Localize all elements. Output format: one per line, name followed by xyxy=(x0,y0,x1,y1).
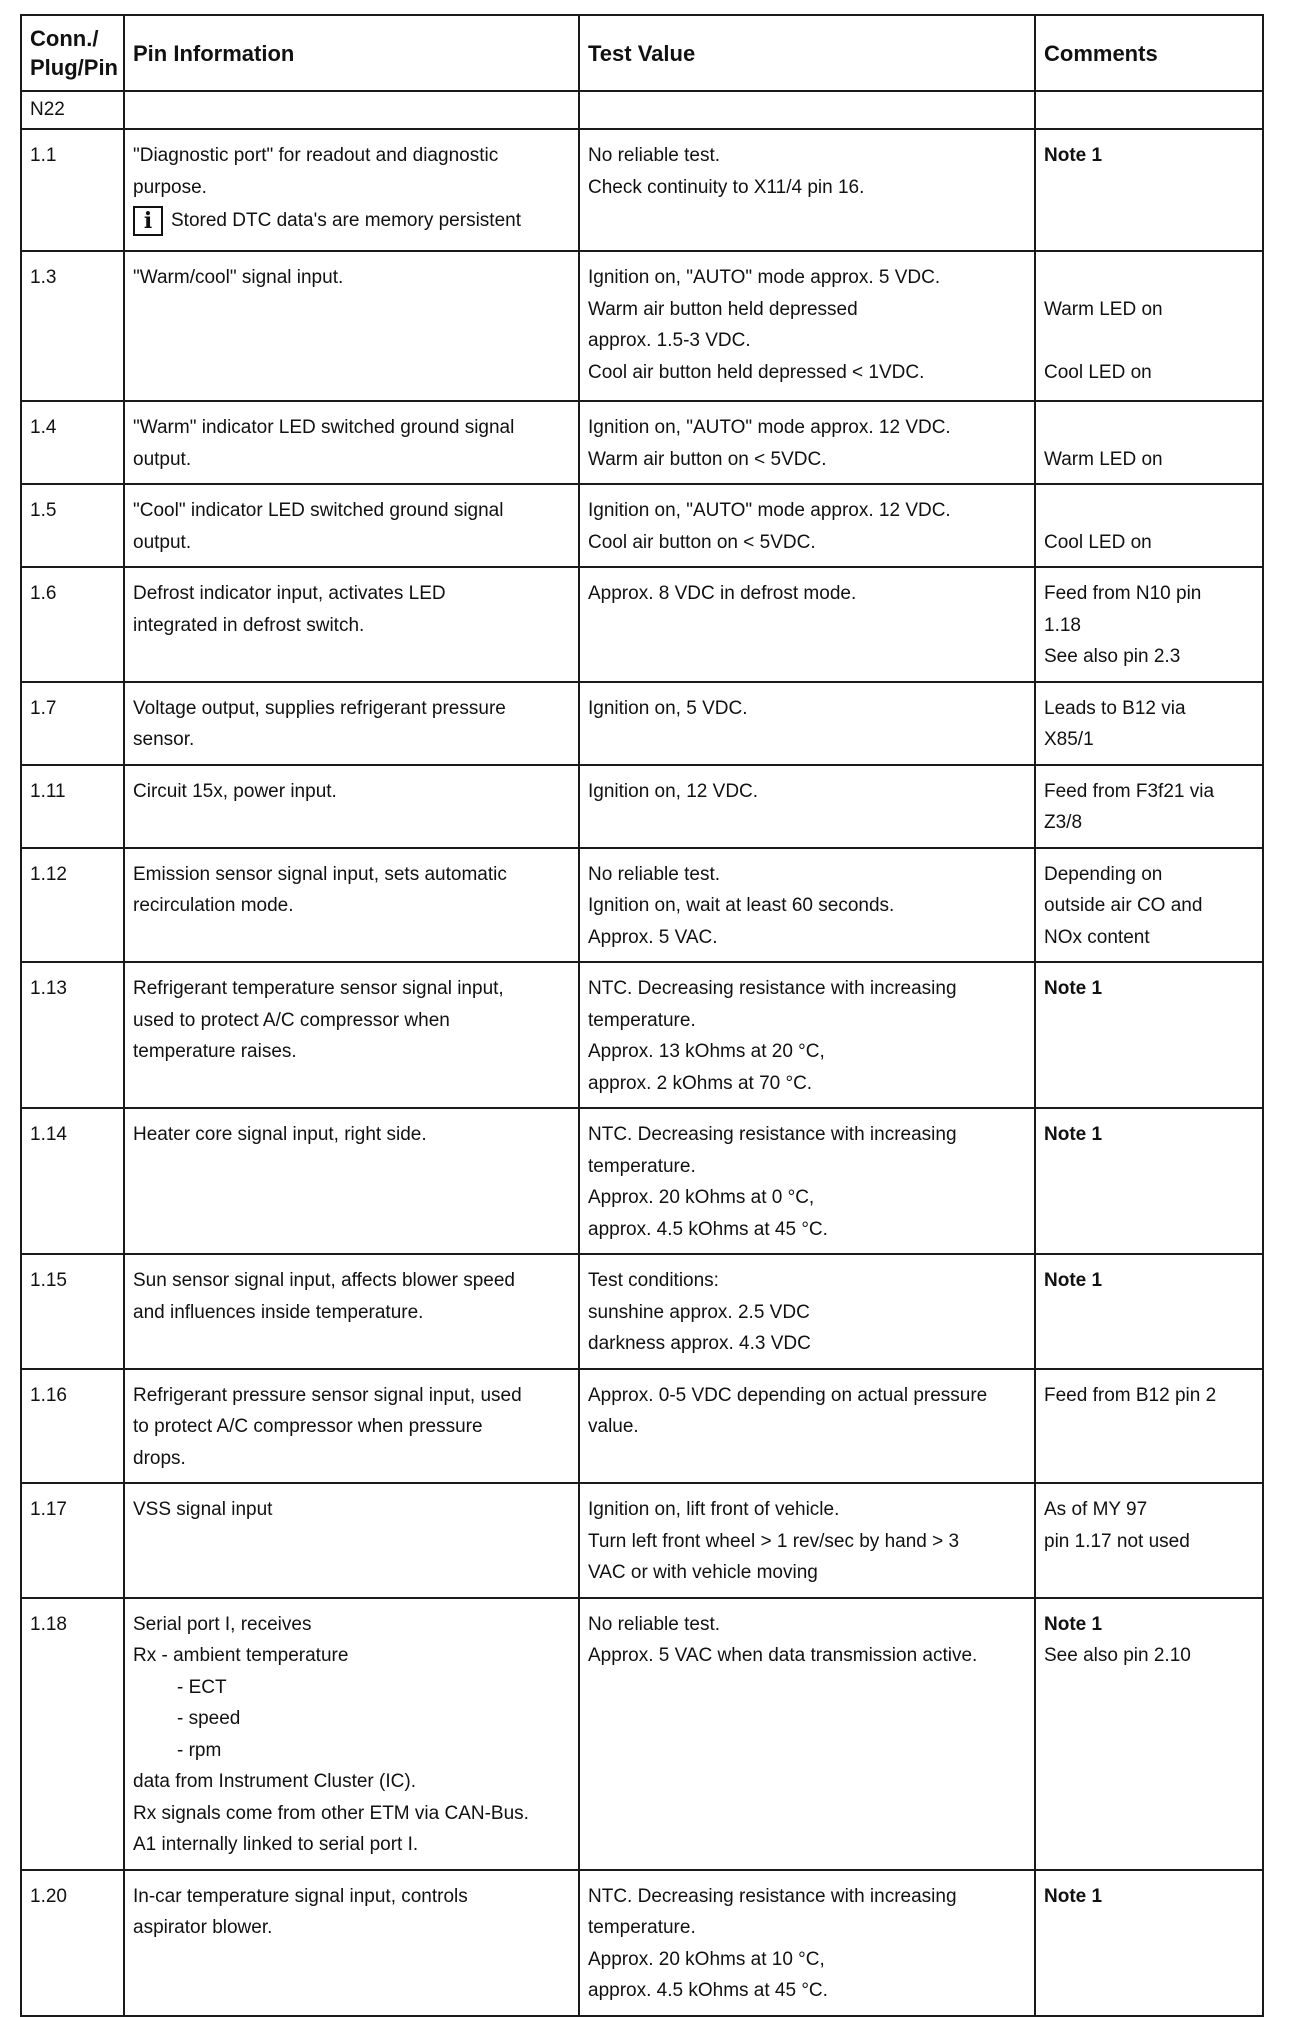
table-row xyxy=(21,484,1263,567)
pin-info-cell-line: "Diagnostic port" for readout and diagnostic xyxy=(133,145,499,166)
comments-cell-line: Feed from F3f21 via xyxy=(1044,780,1215,802)
pin-info-cell-line: used to protect A/C compressor when xyxy=(133,1009,450,1031)
test-value-cell-line: Approx. 20 kOhms at 10 °C, xyxy=(588,1948,825,1970)
pin-info-cell xyxy=(124,962,579,1108)
test-value-cell-line: approx. 2 kOhms at 70 °C. xyxy=(588,1072,813,1094)
comments-cell xyxy=(1035,765,1263,848)
test-value-cell-line: NTC. Decreasing resistance with increasing xyxy=(588,1124,957,1145)
test-value-cell xyxy=(579,567,1035,682)
pin-info-cell-line: Emission sensor signal input, sets automatic xyxy=(133,863,507,885)
pin-info-cell xyxy=(124,401,579,484)
col-header-test: Test Value xyxy=(579,15,1035,91)
comments-cell-line: As of MY 97 xyxy=(1044,1499,1148,1520)
pin-table xyxy=(20,14,1264,2017)
pin-info-cell-line: - ECT xyxy=(177,1676,227,1698)
test-value-cell xyxy=(579,848,1035,963)
pin-info-cell-line: Heater core signal input, right side. xyxy=(133,1124,427,1145)
pin-info-cell-line: Circuit 15x, power input. xyxy=(133,780,337,802)
comments-cell-line: Feed from N10 pin xyxy=(1044,583,1202,604)
info-note xyxy=(133,205,521,237)
pin-info-cell xyxy=(124,1598,579,1870)
comments-cell-line: X85/1 xyxy=(1044,729,1094,750)
comments-cell-line: Feed from B12 pin 2 xyxy=(1044,1384,1217,1406)
test-value-cell-line: sunshine approx. 2.5 VDC xyxy=(588,1301,810,1323)
test-value-cell-line: Test conditions: xyxy=(588,1270,719,1291)
test-value-cell-line: Ignition on, 5 VDC. xyxy=(588,697,748,719)
test-value-cell-line: Warm air button held depressed xyxy=(588,298,858,320)
pin-cell: 1.15 xyxy=(21,1254,124,1369)
test-value-cell-line: Ignition on, "AUTO" mode approx. 12 VDC. xyxy=(588,417,951,438)
pin-info-cell-line: output. xyxy=(133,448,192,470)
table-row xyxy=(21,129,1263,251)
comments-cell-line: Note 1 xyxy=(1044,145,1103,166)
pin-info-cell-line: Refrigerant temperature sensor signal input, xyxy=(133,978,504,999)
test-value-cell-line: Turn left front wheel > 1 rev/sec by hand > 3 xyxy=(588,1530,960,1552)
table-row xyxy=(21,1598,1263,1870)
table-row xyxy=(21,1870,1263,2016)
test-value-cell-line: No reliable test. xyxy=(588,1613,721,1635)
test-value-cell-line: Ignition on, wait at least 60 seconds. xyxy=(588,895,895,916)
pin-info-cell-line: "Warm/cool" signal input. xyxy=(133,267,344,288)
test-value-cell-line: value. xyxy=(588,1416,639,1437)
table-row xyxy=(21,962,1263,1108)
comments-cell xyxy=(1035,401,1263,484)
pin-info-cell-line: Rx - ambient temperature xyxy=(133,1645,349,1666)
pin-info-cell-line: output. xyxy=(133,531,192,553)
pin-info-cell-line: Serial port I, receives xyxy=(133,1613,312,1635)
comments-cell-line: Note 1 xyxy=(1044,1270,1103,1291)
pin-cell: 1.13 xyxy=(21,962,124,1108)
pin-info-cell-line: In-car temperature signal input, controls xyxy=(133,1885,468,1907)
pin-cell: 1.3 xyxy=(21,251,124,401)
table-row xyxy=(21,1369,1263,1484)
pin-info-cell-line: - speed xyxy=(177,1708,241,1729)
table-row xyxy=(21,567,1263,682)
table-row xyxy=(21,401,1263,484)
pin-cell: 1.17 xyxy=(21,1483,124,1598)
test-value-cell-line: NTC. Decreasing resistance with increasing xyxy=(588,1885,957,1907)
info-note-text: Stored DTC data's are memory persistent xyxy=(171,210,521,231)
comments-cell-line: Note 1 xyxy=(1044,1124,1103,1145)
pin-info-cell xyxy=(124,1483,579,1598)
comments-cell-line: 1.18 xyxy=(1044,614,1081,636)
pin-info-cell xyxy=(124,1108,579,1254)
comments-cell-line: Leads to B12 via xyxy=(1044,697,1186,719)
test-value-cell xyxy=(579,1598,1035,1870)
pin-info-cell xyxy=(124,682,579,765)
pin-cell: 1.12 xyxy=(21,848,124,963)
comments-cell-line xyxy=(1044,495,1254,527)
test-value-cell xyxy=(579,765,1035,848)
pin-info-cell-line: Sun sensor signal input, affects blower speed xyxy=(133,1270,515,1291)
test-value-cell-line: temperature. xyxy=(588,1917,696,1938)
table-row xyxy=(21,1254,1263,1369)
comments-cell xyxy=(1035,1369,1263,1484)
test-value-cell xyxy=(579,1254,1035,1369)
comments-cell-line: Warm LED on xyxy=(1044,298,1163,320)
col-header-comments: Comments xyxy=(1035,15,1263,91)
comments-cell-line xyxy=(1044,262,1254,294)
connector-row xyxy=(21,91,1263,129)
pin-info-cell-line: "Cool" indicator LED switched ground signal xyxy=(133,500,504,521)
table-row xyxy=(21,1483,1263,1598)
test-value-cell-line: Cool air button held depressed < 1VDC. xyxy=(588,361,925,383)
pin-info-cell-line: aspirator blower. xyxy=(133,1917,273,1938)
comments-cell-line: NOx content xyxy=(1044,926,1150,948)
comments-cell-line: Note 1 xyxy=(1044,1885,1103,1907)
comments-cell xyxy=(1035,1483,1263,1598)
pin-info-cell-line: Refrigerant pressure sensor signal input, used xyxy=(133,1384,522,1406)
pin-info-cell-line: Rx signals come from other ETM via CAN-Bus. xyxy=(133,1802,529,1824)
comments-cell-line: pin 1.17 not used xyxy=(1044,1530,1190,1552)
pin-cell: 1.16 xyxy=(21,1369,124,1484)
pin-cell: 1.14 xyxy=(21,1108,124,1254)
test-value-cell-line: NTC. Decreasing resistance with increasing xyxy=(588,978,957,999)
comments-cell xyxy=(1035,129,1263,251)
info-icon: i xyxy=(133,206,163,236)
comments-cell-line: Warm LED on xyxy=(1044,448,1163,470)
comments-cell xyxy=(1035,682,1263,765)
test-value-cell xyxy=(579,401,1035,484)
comments-cell-line: Note 1 xyxy=(1044,978,1103,999)
pin-info-cell-line: temperature raises. xyxy=(133,1041,297,1062)
test-value-cell-line: Ignition on, 12 VDC. xyxy=(588,780,759,802)
table-row xyxy=(21,1108,1263,1254)
test-value-cell-line: Check continuity to X11/4 pin 16. xyxy=(588,176,865,198)
test-value-cell-line: approx. 4.5 kOhms at 45 °C. xyxy=(588,1980,828,2001)
test-value-cell-line: temperature. xyxy=(588,1009,696,1031)
pin-info-cell-line: sensor. xyxy=(133,729,195,750)
test-value-cell-line: Ignition on, "AUTO" mode approx. 5 VDC. xyxy=(588,267,941,288)
comments-cell xyxy=(1035,1870,1263,2016)
test-value-cell-line: Approx. 8 VDC in defrost mode. xyxy=(588,583,857,604)
pin-cell: 1.11 xyxy=(21,765,124,848)
pin-info-cell xyxy=(124,765,579,848)
header-row xyxy=(21,15,1263,91)
test-value-cell xyxy=(579,682,1035,765)
pin-info-cell xyxy=(124,251,579,401)
comments-cell-line: See also pin 2.3 xyxy=(1044,646,1181,667)
pin-info-cell xyxy=(124,1369,579,1484)
test-value-cell xyxy=(579,1870,1035,2016)
pin-info-cell-line: purpose. xyxy=(133,176,207,198)
pin-cell: 1.4 xyxy=(21,401,124,484)
pin-cell: 1.5 xyxy=(21,484,124,567)
test-value-cell xyxy=(579,1108,1035,1254)
pin-info-cell-line: Voltage output, supplies refrigerant pressure xyxy=(133,697,506,719)
pin-info-cell-line: Defrost indicator input, activates LED xyxy=(133,583,446,604)
comments-cell xyxy=(1035,251,1263,401)
test-value-cell-line: approx. 1.5-3 VDC. xyxy=(588,330,751,351)
test-value-cell xyxy=(579,129,1035,251)
test-value-cell-line: temperature. xyxy=(588,1155,696,1177)
comments-cell-line: Z3/8 xyxy=(1044,812,1083,833)
comments-cell-line xyxy=(1044,412,1254,444)
pin-info-cell xyxy=(124,567,579,682)
test-value-cell-line: Approx. 5 VAC. xyxy=(588,926,718,948)
pin-cell: 1.20 xyxy=(21,1870,124,2016)
test-value-cell-line: darkness approx. 4.3 VDC xyxy=(588,1333,811,1354)
test-value-cell-line: approx. 4.5 kOhms at 45 °C. xyxy=(588,1218,828,1240)
comments-cell xyxy=(1035,848,1263,963)
pin-info-cell-line: and influences inside temperature. xyxy=(133,1301,424,1323)
table-row xyxy=(21,848,1263,963)
comments-cell xyxy=(1035,567,1263,682)
comments-cell-line: outside air CO and xyxy=(1044,895,1203,916)
test-value-cell-line: Approx. 0-5 VDC depending on actual pressure xyxy=(588,1384,988,1406)
comments-cell-line: See also pin 2.10 xyxy=(1044,1645,1191,1666)
comments-cell xyxy=(1035,1598,1263,1870)
comments-cell-line: Cool LED on xyxy=(1044,361,1152,383)
pin-info-cell xyxy=(124,484,579,567)
comments-cell xyxy=(1035,1254,1263,1369)
test-value-cell xyxy=(579,1483,1035,1598)
connector-label: N22 xyxy=(21,91,124,129)
test-value-cell-line: Approx. 5 VAC when data transmission active. xyxy=(588,1645,978,1666)
test-value-cell-line: Approx. 20 kOhms at 0 °C, xyxy=(588,1187,815,1208)
pin-info-cell-line: recirculation mode. xyxy=(133,895,294,916)
pin-info-cell-line: drops. xyxy=(133,1447,186,1469)
comments-cell xyxy=(1035,962,1263,1108)
comments-cell-line: Depending on xyxy=(1044,863,1163,885)
table-row xyxy=(21,251,1263,401)
pin-info-cell xyxy=(124,848,579,963)
comments-cell xyxy=(1035,1108,1263,1254)
comments-cell-line xyxy=(1044,325,1254,357)
test-value-cell-line: Ignition on, lift front of vehicle. xyxy=(588,1499,840,1520)
pin-info-cell xyxy=(124,129,579,251)
table-row xyxy=(21,682,1263,765)
pin-info-cell-line: integrated in defrost switch. xyxy=(133,614,365,636)
pin-cell: 1.7 xyxy=(21,682,124,765)
pin-cell: 1.18 xyxy=(21,1598,124,1870)
pin-info-cell-line: VSS signal input xyxy=(133,1499,273,1520)
pin-info-cell-line: - rpm xyxy=(177,1739,222,1761)
test-value-cell xyxy=(579,484,1035,567)
test-value-cell-line: Cool air button on < 5VDC. xyxy=(588,531,816,553)
test-value-cell xyxy=(579,1369,1035,1484)
test-value-cell-line: Approx. 13 kOhms at 20 °C, xyxy=(588,1041,825,1062)
test-value-cell xyxy=(579,962,1035,1108)
test-value-cell xyxy=(579,251,1035,401)
pin-cell: 1.1 xyxy=(21,129,124,251)
pin-cell: 1.6 xyxy=(21,567,124,682)
pin-info-cell-line: to protect A/C compressor when pressure xyxy=(133,1416,483,1437)
table-row xyxy=(21,765,1263,848)
test-value-cell-line: No reliable test. xyxy=(588,145,721,166)
test-value-cell-line: No reliable test. xyxy=(588,863,721,885)
test-value-cell-line: Warm air button on < 5VDC. xyxy=(588,448,827,470)
test-value-cell-line: VAC or with vehicle moving xyxy=(588,1562,818,1583)
col-header-info: Pin Information xyxy=(124,15,579,91)
comments-cell xyxy=(1035,484,1263,567)
col-header-pin: Conn./ Plug/Pin xyxy=(21,15,124,91)
comments-cell-line: Cool LED on xyxy=(1044,531,1152,553)
pin-info-cell-line: A1 internally linked to serial port I. xyxy=(133,1834,419,1855)
pin-info-cell-line: data from Instrument Cluster (IC). xyxy=(133,1771,416,1792)
test-value-cell-line: Ignition on, "AUTO" mode approx. 12 VDC. xyxy=(588,500,951,521)
pin-info-cell xyxy=(124,1254,579,1369)
pin-info-cell-line: "Warm" indicator LED switched ground signal xyxy=(133,417,515,438)
pin-info-cell xyxy=(124,1870,579,2016)
comments-cell-line: Note 1 xyxy=(1044,1613,1103,1635)
